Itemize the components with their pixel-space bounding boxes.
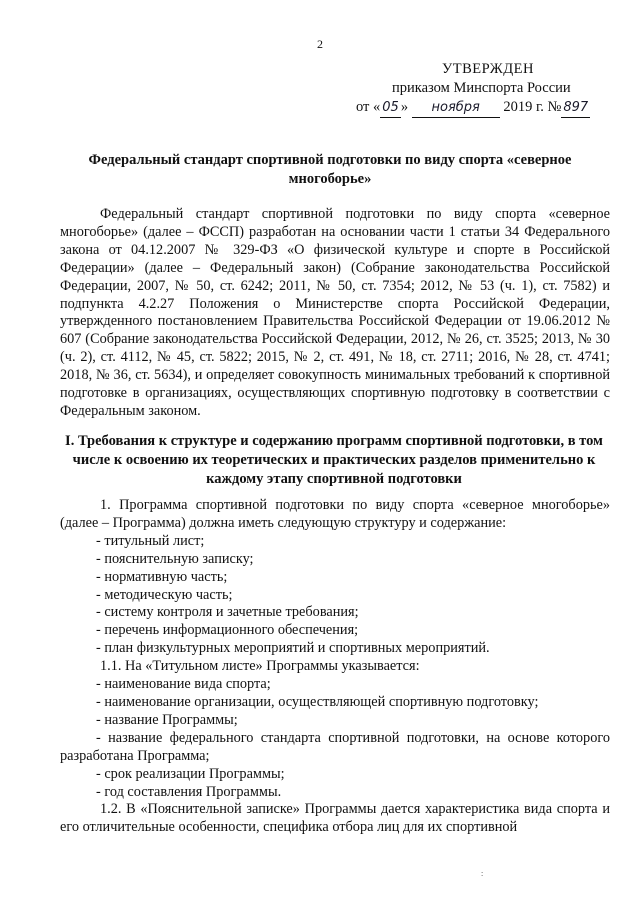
- list-item: - титульный лист;: [96, 532, 205, 549]
- list-item: - план физкультурных мероприятий и спортивных мероприятий.: [96, 640, 490, 657]
- item-1-1: 1.1. На «Титульном листе» Программы указывается:: [100, 658, 420, 675]
- date-year: 2019 г. №: [503, 99, 562, 115]
- approval-status: УТВЕРЖДЕН: [442, 61, 534, 77]
- intro-paragraph: Федеральный стандарт спортивной подготовки по виду спорта «северное многоборье» (далее – ФССП) разработан на основании части 1 статьи 34 Федерального закона от 04.12.2007 № 329-ФЗ «О физической культуре и спорте в Российской Федерации» (далее – Федеральный закон) (Собрание законодательства Российской Федерации, 2007, № 50, ст. 6242; 2011, № 50, ст. 7354; 2012, № 53 (ч. 1), ст. 7582) и подпункта 4.2.27 Положения о Министерстве спорта Российской Федерации, утвержденного постановлением Правительства Российской Федерации от 19.06.2012 № 607 (Собрание законодательства Российской Федерации, 2012, № 26, ст. 3525; 2013, № 30 (ч. 2), ст. 4112, № 45, ст. 5822; 2015, № 2, ст. 491, № 18, ст. 2711; 2016, № 28, ст. 4741; 2018, № 36, ст. 5634), и определяет совокупность минимальных требований к спортивной подготовке в организациях, осуществляющих спортивную подготовку в соответствии с Федеральным законом.: [60, 206, 610, 419]
- scan-mark: :: [481, 869, 484, 878]
- item-1-2: 1.2. В «Пояснительной записке» Программы дается характеристика вида спорта и его отличительные особенности, специфика отбора лиц для их спортивной: [60, 801, 610, 836]
- list-item: - год составления Программы.: [96, 783, 282, 800]
- page-number: 2: [317, 37, 323, 51]
- handwritten-month: ноября: [412, 98, 500, 118]
- item-1: 1. Программа спортивной подготовки по виду спорта «северное многоборье» (далее – Программа) должна иметь следующую структуру и содержание:: [60, 497, 610, 531]
- list-item: - название Программы;: [96, 711, 238, 728]
- list-item: - перечень информационного обеспечения;: [96, 622, 359, 639]
- handwritten-day: 05: [380, 98, 401, 118]
- document-title: Федеральный стандарт спортивной подготовки по виду спорта «северное многоборье»: [88, 152, 572, 187]
- list-item: - пояснительную записку;: [96, 550, 254, 567]
- list-item: - название федерального стандарта спортивной подготовки, на основе которого разработана Программа;: [60, 729, 610, 764]
- list-item: - наименование организации, осуществляющей спортивную подготовку;: [96, 693, 539, 710]
- list-item: - наименование вида спорта;: [96, 676, 271, 693]
- date-prefix: от «: [356, 99, 381, 115]
- handwritten-number: 897: [561, 98, 590, 118]
- list-item: - нормативную часть;: [96, 568, 228, 585]
- section-title: I. Требования к структуре и содержанию программ спортивной подготовки, в том числе к освоению их теоретических и практических разделов применительно к каждому этапу спортивной подготовки: [65, 433, 603, 487]
- approval-block: [356, 60, 606, 118]
- approval-order-line: приказом Минспорта России: [392, 80, 571, 96]
- list-item: - методическую часть;: [96, 586, 233, 603]
- list-item: - срок реализации Программы;: [96, 765, 285, 782]
- list-item: - систему контроля и зачетные требования;: [96, 604, 359, 621]
- approval-date-line: [356, 98, 606, 118]
- section-body: [60, 497, 610, 837]
- date-mid: »: [400, 99, 409, 115]
